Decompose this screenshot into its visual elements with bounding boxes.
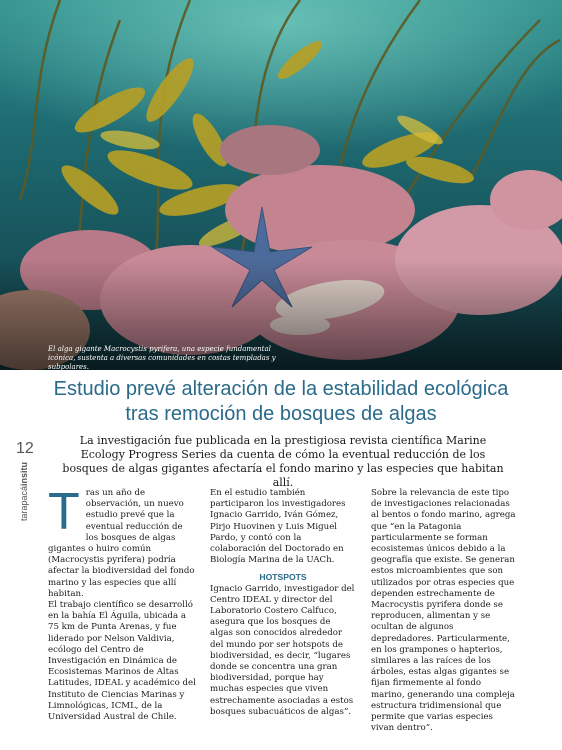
col2-paragraph-2: Ignacio Garrido, investigador del Centro IDEAL y director del Laboratorio Costero Calfuco, asegura que los bosques de algas son conocidos alrededor del mundo por ser hotspots de biodiversidad, es decir, “lugares donde se concentra una gran biodiversidad, porque hay muchas especies que viven estrechamente asociadas a estos bosques subacuáticos de algas”.: [210, 583, 355, 717]
magazine-brand: [19, 462, 29, 521]
kelp-forest-photo: [0, 0, 562, 370]
col2-paragraph-1: En el estudio también participaron los investigadores Ignacio Garrido, Iván Gómez, Pirjo Huovinen y Luis Miguel Pardo, y contó con la colaboración del Doctorado en Biología Marina de la UACh.: [210, 488, 346, 566]
brand-light: tarapacá: [19, 486, 29, 522]
article-lead: La investigación fue publicada en la prestigiosa revista científica Marine Ecology Progress Series da cuenta de cómo la eventual reducción de los bosques de algas gigantes afectaría el fondo marino y las especies que habitan allí.: [62, 434, 504, 489]
article-title: Estudio prevé alteración de la estabilidad ecológica tras remoción de bosques de algas: [53, 378, 509, 425]
column-2: [210, 488, 356, 718]
section-subhead: HOTSPOTS: [259, 572, 307, 583]
photo-caption: El alga gigante Macrocystis pyrifera, una especie fundamental icónica, sustenta a diversas comunidades en costas templadas y subpolares.: [48, 345, 276, 370]
col3-paragraph-1: Sobre la relevancia de este tipo de investigaciones relacionadas al bentos o fondo marino, agrega que “en la Patagonia particularmente se forman ecosistemas únicos debido a la geografía que existe. Se generan estos microambientes que son utilizados por otras especies que dependen estrechamente de Macrocystis pyrifera donde se reproducen, alimentan y se ocultan de algunos depredadores. Particularmente, en los grampones o hapterios, similares a las raíces de los árboles, estas algas gigantes se fijan firmemente al fondo marino, generando una compleja estructura tridimensional que permite que varias especies vivan dentro”.: [371, 488, 516, 734]
column-1: [48, 483, 196, 723]
brand-bold: insitu: [19, 462, 29, 486]
col1-paragraph-2: El trabajo científico se desarrolló en la bahía El Águila, ubicada a 75 km de Punta Arenas, y fue liderado por Nelson Valdivia, ecólogo del Centro de Investigación en Dinámica de Ecosistemas Marinos de Altas Latitudes, IDEAL y académico del Instituto de Ciencias Marinas y Limnológicas, ICML, de la Universidad Austral de Chile.: [48, 600, 196, 723]
page-number: 12: [16, 440, 34, 457]
underwater-scene: [0, 0, 562, 370]
drop-cap: T: [48, 483, 80, 541]
col1-paragraph-1: ras un año de observación, un nuevo estudio prevé que la eventual reducción de los bosques de algas gigantes o huiro común (Macrocystis pyrifera) podría afectar la biodiversidad del fondo marino y las especies que allí habitan.: [48, 488, 195, 599]
column-3: [371, 488, 517, 734]
